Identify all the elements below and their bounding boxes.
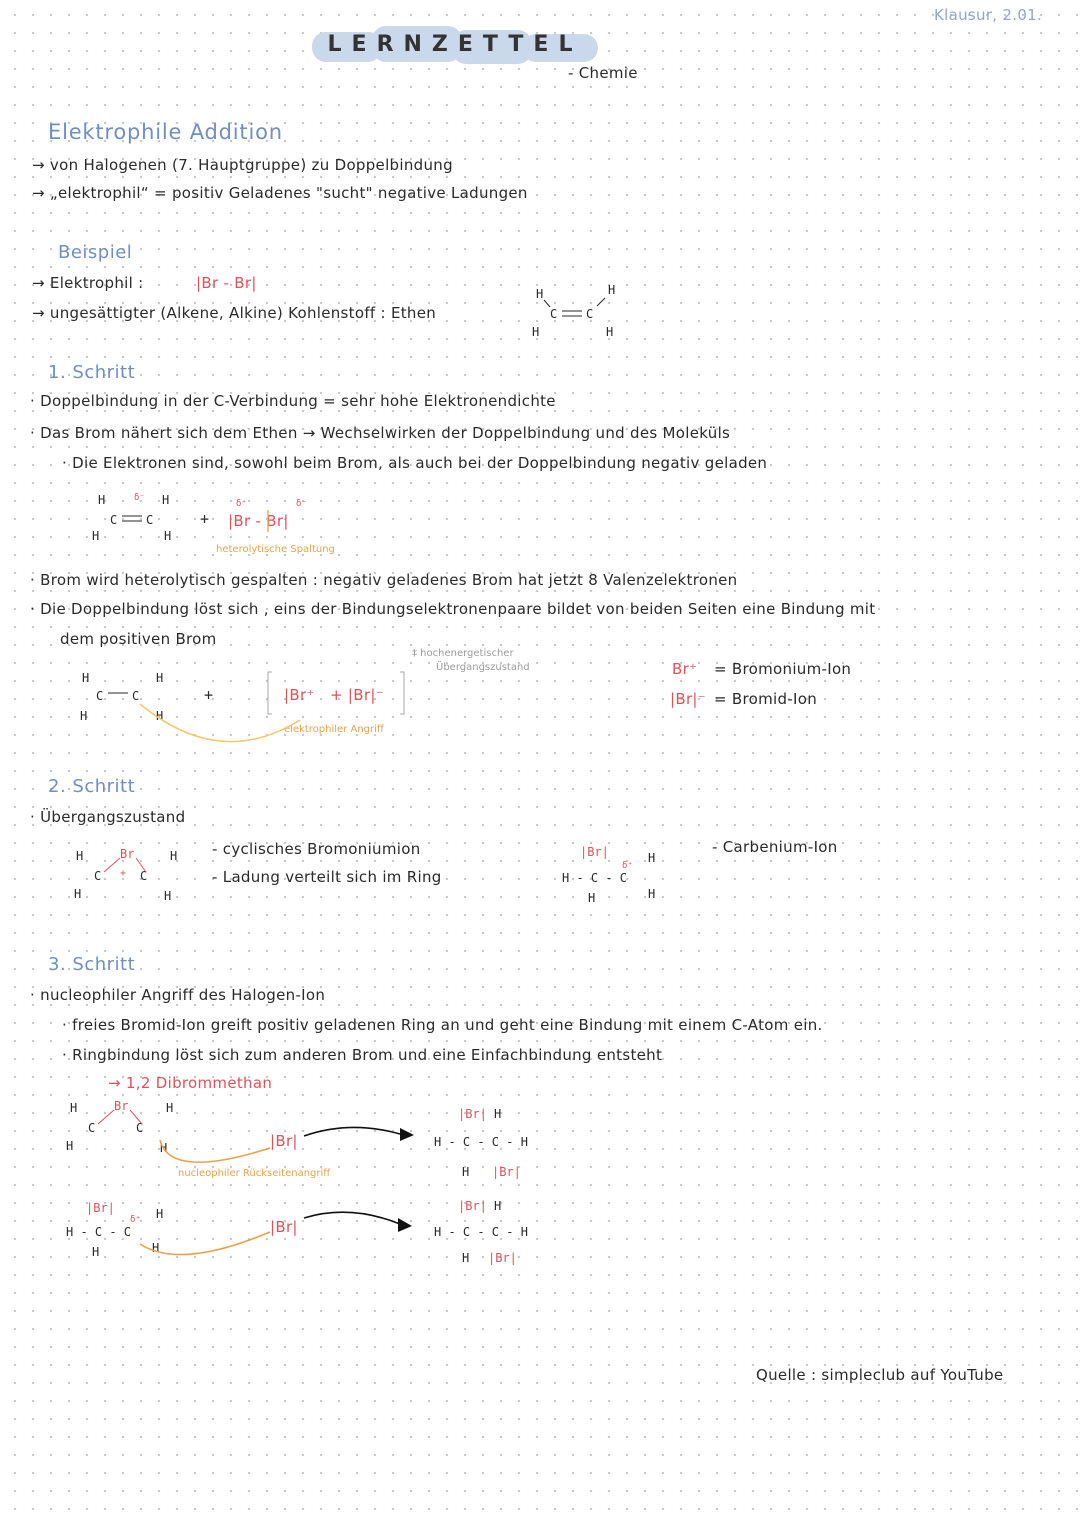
svg-text:H: H [70,1101,78,1115]
step1-bullet-5-cont: dem positiven Brom [60,630,217,648]
example-electrophile-label: → Elektrophil : [32,274,144,292]
legend-bromonium-meaning: = Bromonium-Ion [714,660,852,678]
legend-bromide-meaning: = Bromid-Ion [714,690,818,708]
svg-text:H: H [162,493,170,507]
svg-text:H: H [608,283,616,297]
svg-text:|Br|: |Br| [488,1251,517,1265]
nucleophilic-attack-label: nucleophiler Rückseitenangriff [178,1168,331,1179]
exam-date: Klausur, 2.01. [934,6,1043,24]
svg-text:|Br|: |Br| [492,1165,521,1179]
step1-bullet-5: · Die Doppelbindung löst sich , eins der Bindungselektronenpaare bildet von beiden Seiten eine Bindung mit [30,600,876,618]
svg-text:C: C [132,689,140,703]
step3-reaction-1-structure [66,1099,528,1179]
source-credit: Quelle : simpleclub auf YouTube [756,1366,1004,1384]
svg-text:H: H [82,671,90,685]
svg-text:C: C [94,869,102,883]
step3-subbullet-1: · freies Bromid-Ion greift positiv geladenen Ring an und geht eine Bindung mit einem C-Atom ein. [62,1016,823,1034]
svg-text:C: C [96,689,104,703]
bromide-ion-2: |Br| [270,1218,298,1236]
svg-text:H: H [156,709,164,723]
bromide-ion-1: |Br| [270,1132,298,1150]
svg-text:H - C - C - H: H - C - C - H [434,1135,528,1149]
svg-text:H: H [98,493,106,507]
svg-text:C: C [136,1121,144,1135]
svg-text:|Br|: |Br| [458,1107,487,1121]
svg-text:H: H [152,1241,160,1255]
carbenium-ion-structure [562,845,655,905]
svg-text:C: C [110,513,118,527]
svg-text:H - C - C: H - C - C [562,871,628,885]
step1-ethene-structure [92,493,307,543]
step1-heading: 1. Schritt [48,362,136,383]
bracket-bromide-text: + |Br|⁻ [330,686,384,704]
svg-text:Br: Br [114,1099,129,1113]
section1-line-2: → „elektrophil“ = positiv Geladenes "sucht" negative Ladungen [32,184,528,202]
step1-bullet-2: · Das Brom nähert sich dem Ethen → Wechselwirken der Doppelbindung und des Moleküls [30,424,731,442]
svg-text:H: H [462,1251,470,1265]
step2-note-1: - cyclisches Bromoniumion [212,840,421,858]
svg-text:H: H [536,287,544,301]
step3-reaction-2-structure [66,1199,528,1265]
svg-text:C: C [140,869,148,883]
example-bromine-formula: |Br - Br| [196,274,257,292]
svg-text:|Br|: |Br| [580,845,609,859]
legend-bromonium-formula: Br⁺ [672,660,698,678]
step1-bullet-3: · Die Elektronen sind, sowohl beim Brom, als auch bei der Doppelbindung negativ geladen [62,454,768,472]
svg-text:H - C - C - H: H - C - C - H [434,1225,528,1239]
step2-bullet: · Übergangszustand [30,808,186,826]
example-heading: Beispiel [58,242,133,263]
step3-heading: 3. Schritt [48,954,136,975]
product-name-label: → 1,2 Dibrommethan [108,1074,273,1092]
svg-text:C: C [550,307,558,321]
svg-text:C: C [586,307,594,321]
svg-text:H: H [166,1101,174,1115]
svg-text:H: H [156,671,164,685]
legend-bromide-formula: |Br|⁻ [670,690,706,708]
svg-text:H: H [588,891,596,905]
svg-text:H: H [170,849,178,863]
ethene-example-structure [532,283,615,339]
svg-text:|Br|: |Br| [86,1201,115,1215]
svg-text:|Br|: |Br| [458,1199,487,1213]
title-text: LERNZETTEL [327,32,583,57]
svg-text:+: + [120,868,127,879]
svg-text:H: H [164,529,172,543]
step2-note-2: - Ladung verteilt sich im Ring [212,868,442,886]
step1-bromine-molecule: |Br - Br| [228,512,289,530]
example-ethene-line: → ungesättigter (Alkene, Alkine) Kohlenstoff : Ethen [32,304,437,322]
electrophilic-attack-label: elektrophiler Angriff [284,724,384,735]
svg-text:H - C - C: H - C - C [66,1225,132,1239]
svg-text:H: H [156,1207,164,1221]
svg-text:H: H [92,1245,100,1259]
bromonium-ring-structure [74,847,177,903]
svg-text:H: H [494,1107,502,1121]
step1-attack-structure [80,671,404,742]
step3-bullet: · nucleophiler Angriff des Halogen-Ion [30,986,326,1004]
svg-text:H: H [606,325,614,339]
heterolytic-cleavage-label: heterolytische Spaltung [216,544,335,555]
step2-heading: 2. Schritt [48,776,136,797]
svg-text:H: H [80,709,88,723]
svg-text:H: H [532,325,540,339]
svg-text:δ⁺: δ⁺ [236,499,247,509]
svg-text:H: H [76,849,84,863]
svg-text:Br: Br [120,847,135,861]
svg-text:H: H [66,1139,74,1153]
svg-text:δ⁺: δ⁺ [622,861,633,871]
svg-text:C: C [146,513,154,527]
svg-text:C: C [88,1121,96,1135]
transition-state-note-1: ‡ hochenergetischer [412,648,514,659]
transition-state-note-2: Übergangszustand [436,662,530,673]
svg-text:δ⁻: δ⁻ [134,493,145,503]
svg-text:δ⁻: δ⁻ [296,499,307,509]
step3-subbullet-2: · Ringbindung löst sich zum anderen Brom und eine Einfachbindung entsteht [62,1046,663,1064]
svg-text:H: H [648,887,656,901]
svg-text:+: + [200,510,210,528]
step1-bullet-1: · Doppelbindung in der C-Verbindung = sehr hohe Elektronendichte [30,392,556,410]
svg-text:H: H [164,889,172,903]
svg-text:H: H [494,1199,502,1213]
section-heading-electrophilic-addition: Elektrophile Addition [48,120,283,144]
svg-text:δ⁺: δ⁺ [130,1215,141,1225]
bracket-bromonium: |Br⁺ [284,686,315,704]
svg-text:H: H [92,529,100,543]
svg-text:H: H [74,887,82,901]
section1-line-1: → von Halogenen (7. Hauptgruppe) zu Doppelbindung [32,156,453,174]
svg-text:H: H [160,1141,168,1155]
svg-text:+: + [204,686,214,704]
svg-text:H: H [648,851,656,865]
subject-label: - Chemie [568,64,638,82]
carbenium-label: - Carbenium-Ion [712,838,838,856]
step1-bullet-4: · Brom wird heterolytisch gespalten : negativ geladenes Brom hat jetzt 8 Valenzelektronen [30,571,738,589]
svg-text:H: H [462,1165,470,1179]
